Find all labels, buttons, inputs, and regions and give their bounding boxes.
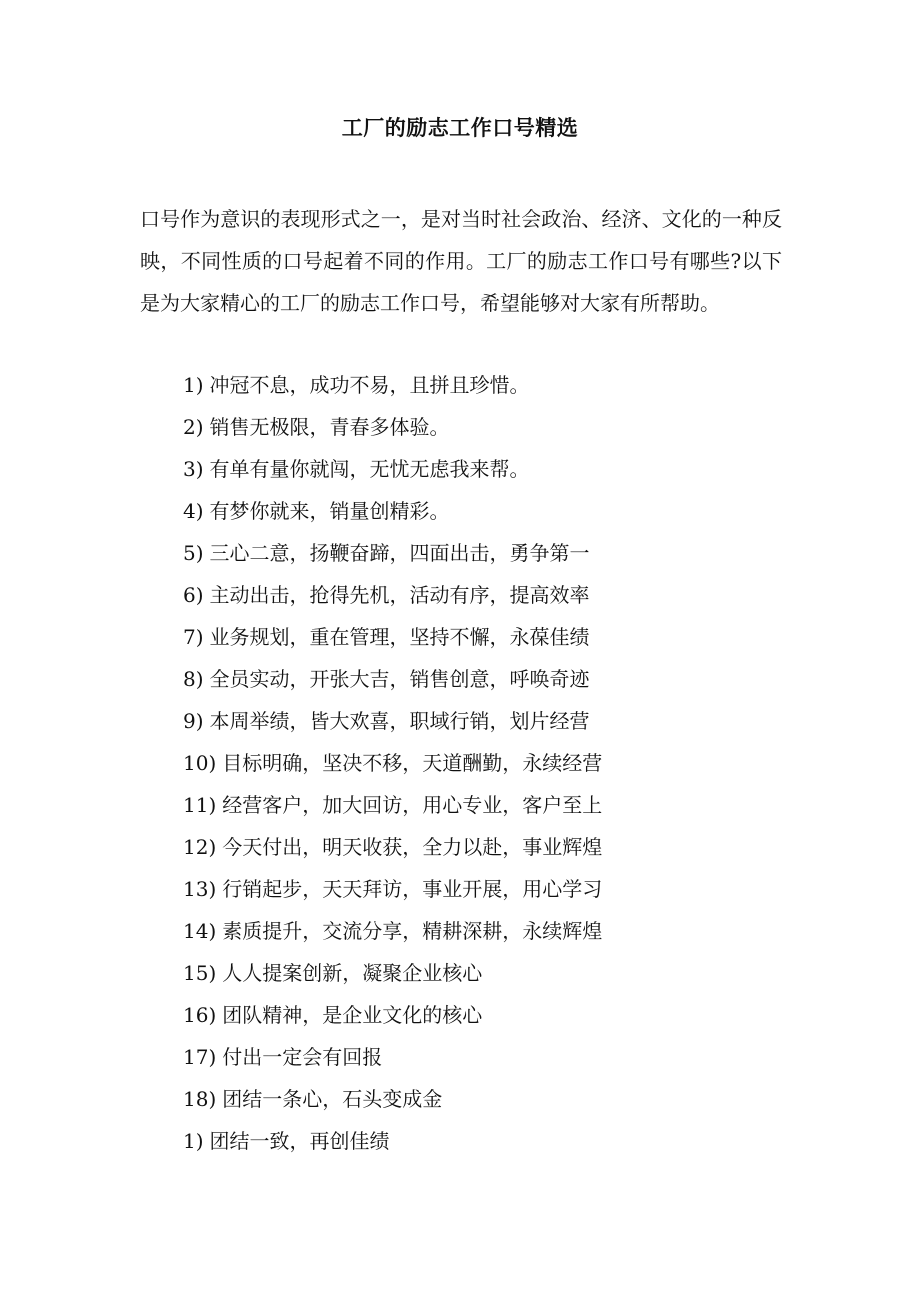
list-item [183, 364, 783, 406]
item-number: 9) [183, 709, 204, 733]
item-number: 1) [183, 373, 204, 397]
list-item [183, 406, 783, 448]
item-text: 冲冠不息，成功不易，且拼且珍惜。 [209, 373, 530, 397]
list-item [183, 826, 783, 868]
item-text: 素质提升，交流分享，精耕深耕，永续辉煌 [222, 919, 603, 943]
list-item [183, 1120, 783, 1162]
item-text: 目标明确，坚决不移，天道酬勤，永续经营 [222, 751, 603, 775]
item-number: 3) [183, 457, 204, 481]
list-item [183, 490, 783, 532]
item-number: 18) [183, 1087, 217, 1111]
list-item [183, 448, 783, 490]
item-number: 6) [183, 583, 204, 607]
list-item [183, 1078, 783, 1120]
page-title: 工厂的励志工作口号精选 [341, 115, 579, 140]
item-text: 本周举绩，皆大欢喜，职域行销，划片经营 [209, 709, 590, 733]
item-number: 11) [183, 793, 217, 817]
item-number: 8) [183, 667, 204, 691]
intro-paragraph: 口号作为意识的表现形式之一，是对当时社会政治、经济、文化的一种反映，不同性质的口号起着不同的作用。工厂的励志工作口号有哪些?以下是为大家精心的工厂的励志工作口号，希望能够对大家有所帮助。 [140, 207, 782, 315]
item-text: 业务规划，重在管理，坚持不懈，永葆佳绩 [209, 625, 590, 649]
item-number: 17) [183, 1045, 217, 1069]
item-text: 团结一条心，石头变成金 [222, 1087, 443, 1111]
item-text: 今天付出，明天收获，全力以赴，事业辉煌 [222, 835, 603, 859]
item-text: 团队精神，是企业文化的核心 [222, 1003, 483, 1027]
item-text: 主动出击，抢得先机，活动有序，提高效率 [209, 583, 590, 607]
list-item [183, 616, 783, 658]
item-text: 有单有量你就闯，无忧无虑我来帮。 [209, 457, 530, 481]
item-text: 全员实动，开张大吉，销售创意，呼唤奇迹 [209, 667, 590, 691]
item-number: 10) [183, 751, 217, 775]
item-text: 行销起步，天天拜访，事业开展，用心学习 [222, 877, 603, 901]
item-text: 团结一致，再创佳绩 [209, 1129, 390, 1153]
list-item [183, 994, 783, 1036]
list-item [183, 574, 783, 616]
item-number: 2) [183, 415, 204, 439]
item-number: 16) [183, 1003, 217, 1027]
list-item [183, 784, 783, 826]
item-number: 5) [183, 541, 204, 565]
item-number: 14) [183, 919, 217, 943]
list-item [183, 868, 783, 910]
item-text: 付出一定会有回报 [222, 1045, 383, 1069]
item-text: 人人提案创新，凝聚企业核心 [222, 961, 483, 985]
list-item [183, 532, 783, 574]
item-number: 15) [183, 961, 217, 985]
list-item [183, 910, 783, 952]
item-number: 13) [183, 877, 217, 901]
item-number: 4) [183, 499, 204, 523]
list-item [183, 742, 783, 784]
list-item [183, 952, 783, 994]
item-number: 12) [183, 835, 217, 859]
item-text: 经营客户，加大回访，用心专业，客户至上 [222, 793, 603, 817]
item-text: 三心二意，扬鞭奋蹄，四面出击，勇争第一 [209, 541, 590, 565]
item-number: 1) [183, 1129, 204, 1153]
list-item [183, 658, 783, 700]
item-number: 7) [183, 625, 204, 649]
item-text: 销售无极限，青春多体验。 [209, 415, 450, 439]
list-item [183, 700, 783, 742]
item-text: 有梦你就来，销量创精彩。 [209, 499, 450, 523]
list-item [183, 1036, 783, 1078]
slogan-list [183, 364, 783, 1162]
